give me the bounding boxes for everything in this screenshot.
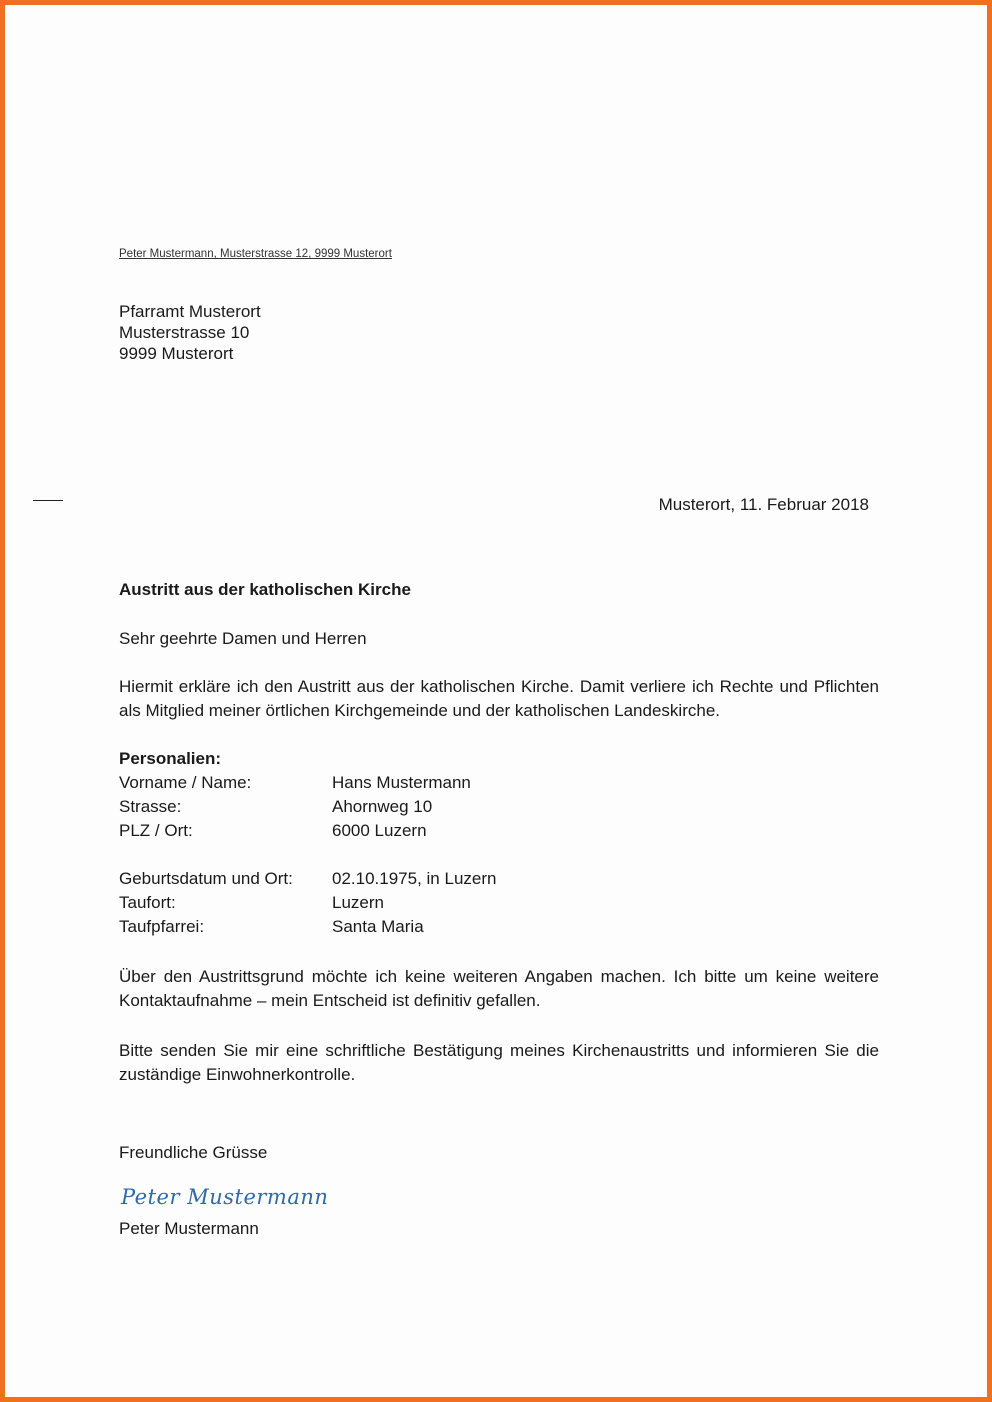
detail-label: Geburtsdatum und Ort:: [119, 869, 293, 888]
recipient-line-2: Musterstrasse 10: [119, 323, 250, 342]
recipient-address: [119, 301, 261, 364]
detail-row: [119, 795, 496, 819]
body-paragraph-1: Hiermit erkläre ich den Austritt aus der katholischen Kirche. Damit verliere ich Rechte und Pflichten als Mitglied meiner örtlichen Kirchgemeinde und der katholischen Landeskirche.: [119, 677, 879, 720]
detail-row: [119, 771, 496, 795]
detail-label: Taufpfarrei:: [119, 917, 205, 936]
signer-name: Peter Mustermann: [119, 1219, 259, 1238]
salutation: Sehr geehrte Damen und Herren: [119, 629, 367, 648]
personal-details: [119, 747, 496, 939]
body-paragraph-2: Über den Austrittsgrund möchte ich keine weiteren Angaben machen. Ich bitte um keine weitere Kontaktaufnahme – mein Entscheid ist definitiv gefallen.: [119, 967, 879, 1010]
detail-spacer: [119, 843, 496, 867]
detail-label: Vorname / Name:: [119, 773, 252, 792]
handwritten-signature: Peter Mustermann: [121, 1185, 329, 1209]
detail-row: [119, 915, 496, 939]
detail-row: [119, 891, 496, 915]
date-line: Musterort, 11. Februar 2018: [658, 495, 869, 514]
detail-label: Taufort:: [119, 893, 176, 912]
personal-details-heading: Personalien:: [119, 749, 222, 768]
detail-label: PLZ / Ort:: [119, 821, 193, 840]
closing-phrase: Freundliche Grüsse: [119, 1143, 268, 1162]
detail-value: Hans Mustermann: [332, 773, 471, 792]
detail-row: [119, 819, 496, 843]
subject-line: Austritt aus der katholischen Kirche: [119, 580, 411, 599]
recipient-line-3: 9999 Musterort: [119, 344, 234, 363]
detail-value: Ahornweg 10: [332, 797, 433, 816]
detail-value: Luzern: [332, 893, 384, 912]
recipient-line-1: Pfarramt Musterort: [119, 302, 261, 321]
detail-value: 02.10.1975, in Luzern: [332, 869, 497, 888]
sender-address-line: Peter Mustermann, Musterstrasse 12, 9999 Musterort: [119, 248, 392, 260]
body-paragraph-3: Bitte senden Sie mir eine schriftliche Bestätigung meines Kirchenaustritts und informieren Sie die zuständige Einwohnerkontrolle.: [119, 1041, 879, 1084]
detail-label: Strasse:: [119, 797, 182, 816]
detail-value: 6000 Luzern: [332, 821, 427, 840]
detail-row: [119, 867, 496, 891]
fold-mark: [33, 500, 63, 501]
detail-value: Santa Maria: [332, 917, 424, 936]
